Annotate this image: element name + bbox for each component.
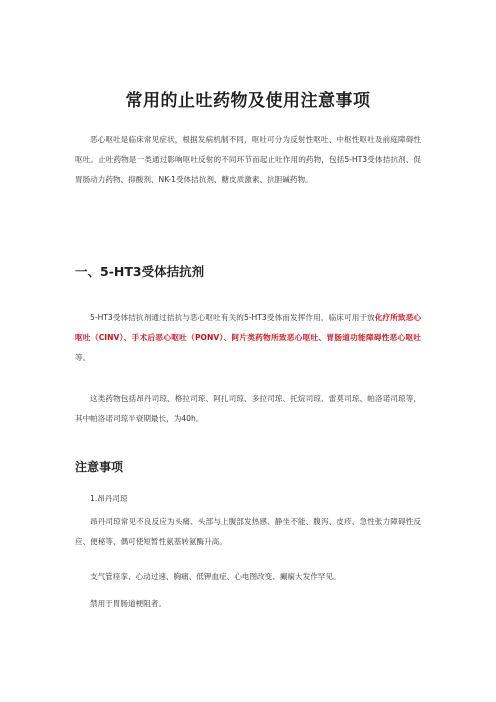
section-heading-5ht3: 一、5-HT3受体拮抗剂 <box>75 264 205 279</box>
section1-p1-text: 5-HT3受体拮抗剂通过拮抗与恶心呕吐有关的5-HT3受体而发挥作用，临床可用于放 <box>90 313 375 322</box>
intro-paragraph: 恶心呕吐是临床常见症状，根据发病机制不同，呕吐可分为反射性呕吐、中枢性呕吐及前庭障碍性呕吐。止吐药物是一类通过影响呕吐反射的不同环节而起止吐作用的药物，包括5-HT3受体拮抗剂、促胃肠动力药物、抑酸剂、NK-1受体拮抗剂、糖皮质激素、抗胆碱药物。 <box>75 135 421 185</box>
section2-paragraph-3: 禁用于胃肠道梗阻者。 <box>90 599 166 608</box>
section-heading-precautions: 注意事项 <box>75 460 124 474</box>
section1-p1-tail: 等。 <box>75 353 91 363</box>
document-title: 常用的止吐药物及使用注意事项 <box>125 91 371 111</box>
section2-paragraph-2: 支气管痉挛、心动过速、胸痛、低钾血症、心电图改变、癫痫大发作罕见。 <box>90 572 341 581</box>
section1-paragraph-1 <box>75 308 421 369</box>
section2-paragraph-1: 昂丹司琼常见不良反应为头痛、头部与上腹部发热感、静坐不能、腹泻、皮疹、急性张力障碍性反应、便秘等，偶可使短暂性氨基转氨酶升高。 <box>75 517 421 547</box>
section1-paragraph-2: 这类药物包括昂丹司琼、格拉司琼、阿扎司琼、多拉司琼、托烷司琼、雷莫司琼、帕洛诺司琼等，其中帕洛诺司琼半衰期最长，为40h。 <box>75 394 421 424</box>
subheading-ondansetron: 1.昂丹司琼 <box>90 494 128 503</box>
section1-p1-highlight: 化疗所致恶心呕吐（CINV）、手术后恶心呕吐（PONV）、阿片类药物所致恶心呕吐、胃肠道功能障碍性恶心呕吐 <box>75 313 422 343</box>
